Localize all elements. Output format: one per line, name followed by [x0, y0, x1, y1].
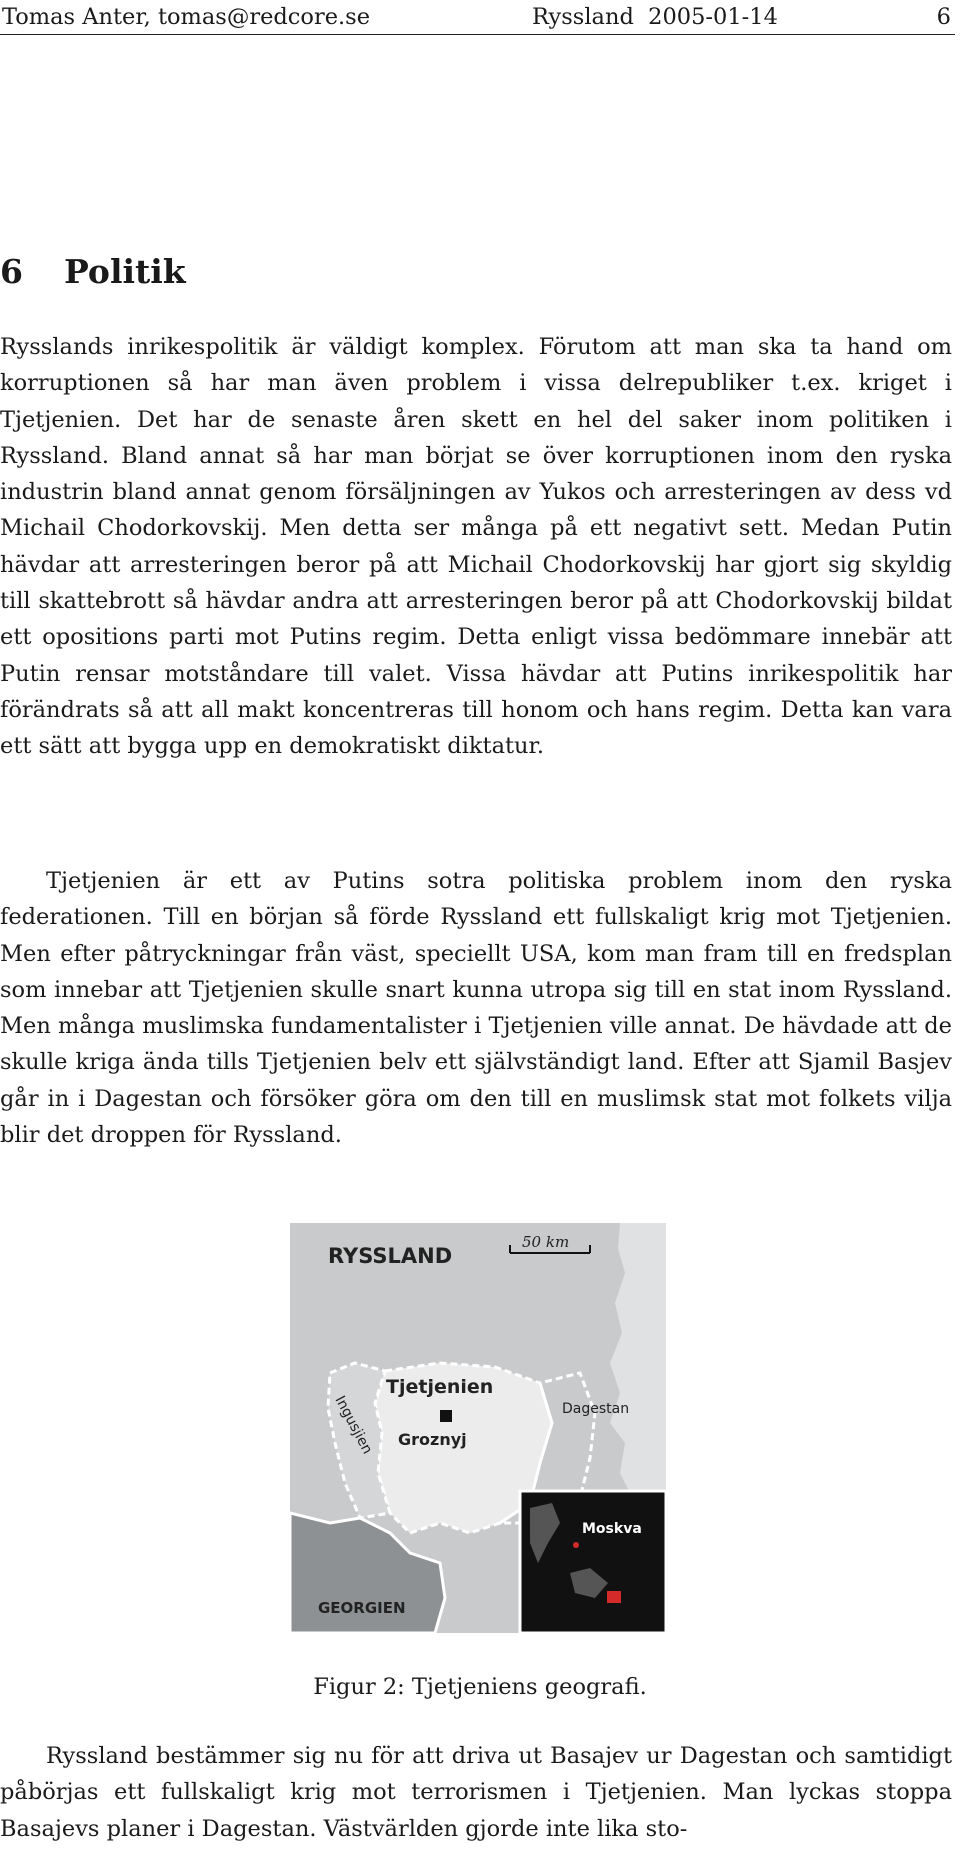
header-doc-title: Ryssland: [532, 4, 634, 30]
figure-caption: Figur 2: Tjetjeniens geografi.: [313, 1674, 647, 1700]
chechnya-map: [290, 1223, 666, 1633]
map-label-russia: RYSSLAND: [328, 1244, 453, 1268]
map-label-dagestan: Dagestan: [562, 1401, 630, 1417]
map-inset-moscow-dot: [573, 1542, 579, 1548]
running-header: [0, 4, 955, 35]
header-date: 2005-01-14: [648, 4, 778, 30]
map-label-scale: 50 km: [522, 1233, 570, 1251]
chechnya-map-figure: [290, 1223, 666, 1633]
paragraph: Ryssland bestämmer sig nu för att driva ut Basajev ur Dagestan och samtidigt påbörjas ett fullskaligt krig mot terrorismen i Tjetjenien. Man lyckas stoppa Basajevs planer i Dagestan. Västvärlden gjorde inte lika sto-: [0, 1743, 952, 1842]
map-inset-chechnya-marker: [607, 1591, 621, 1603]
section-heading: [0, 252, 186, 291]
header-title: [532, 4, 778, 30]
paragraph: Tjetjenien är ett av Putins sotra politiska problem inom den ryska federationen. Till en början så förde Ryssland ett fullskaligt krig mot Tjetjenien. Men efter påtryckningar från väst, speciellt USA, kom man fram till en fredsplan som innebar att Tjetjenien skulle snart kunna utropa sig till en stat inom Ryssland. Men många muslimska fundamentalister i Tjetjenien ville annat. De hävdade att de skulle kriga ända tills Tjetjenien belv ett självständigt land. Efter att Sjamil Basjev går in i Dagestan och försöker göra om den till en muslimsk stat mot folkets vilja blir det droppen för Ryssland.: [0, 868, 952, 1149]
header-author: Tomas Anter, tomas@redcore.se: [2, 4, 371, 30]
header-page-number: 6: [936, 4, 951, 30]
map-label-georgia: GEORGIEN: [318, 1599, 406, 1617]
map-capital-marker: [440, 1410, 452, 1422]
paragraph: Rysslands inrikespolitik är väldigt komplex. Förutom att man ska ta hand om korruptionen så har man även problem i vissa delrepubliker t.ex. kriget i Tjetjenien. Det har de senaste åren skett en hel del saker inom politiken i Ryssland. Bland annat så har man börjat se över korruptionen inom den ryska industrin bland annat genom försäljningen av Yukos och arresteringen av dess vd Michail Chodorkovskij. Men detta ser många på ett negativt sett. Medan Putin hävdar att arresteringen beror på att Michail Chodorkovskij har gjort sig skyldig till skattebrott så hävdar andra att arresteringen beror på att Chodorkovskij bildat ett opositions parti mot Putins regim. Detta enligt vissa bedömmare innebär att Putin rensar motståndare till valet. Vissa hävdar att Putins inrikespolitik har förändrats så att all makt koncentreras till honom och hans regim. Detta kan vara ett sätt att bygga upp en demokratiskt diktatur.: [0, 334, 952, 760]
map-label-ingushetia: Ingusjien: [331, 1393, 376, 1457]
map-label-capital: Groznyj: [398, 1430, 467, 1449]
map-label-chechnya: Tjetjenien: [386, 1376, 494, 1398]
section-title: Politik: [64, 252, 186, 291]
section-number: 6: [0, 252, 23, 291]
map-label-moscow: Moskva: [582, 1521, 642, 1537]
